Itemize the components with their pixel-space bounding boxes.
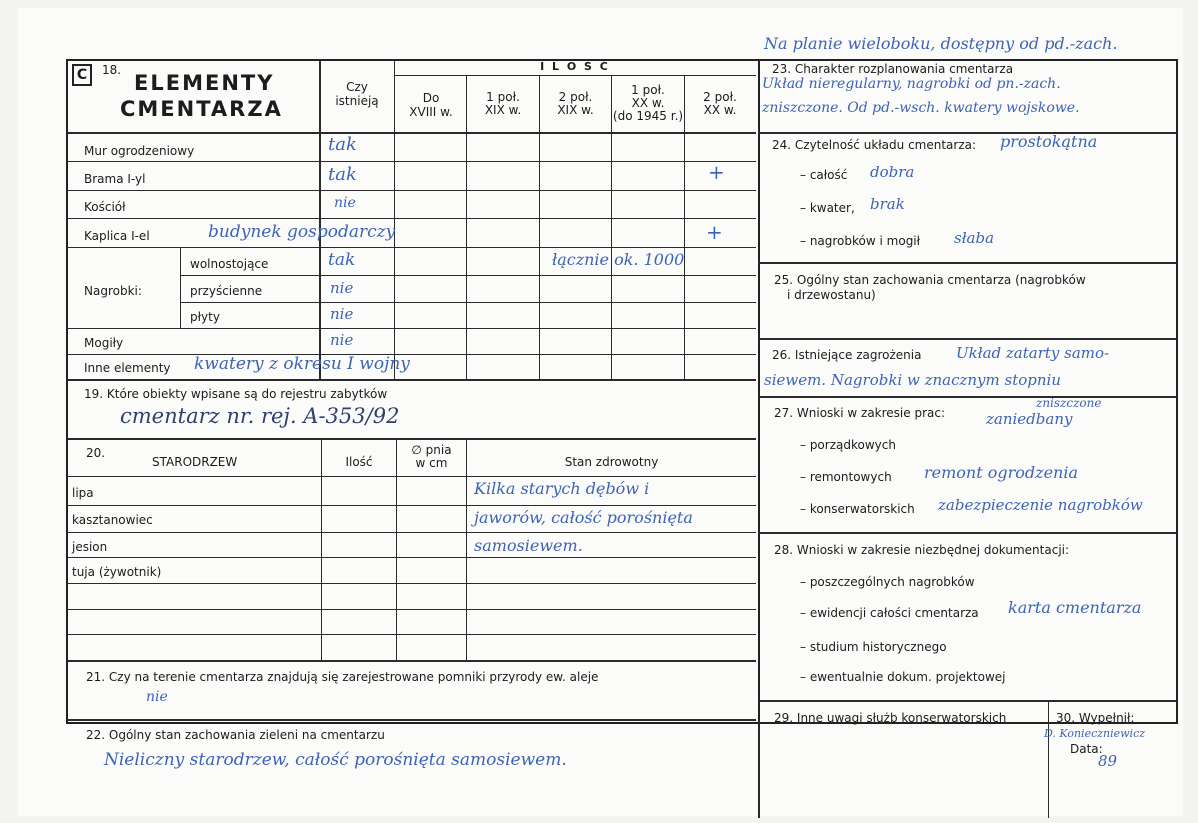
ewent-label: – ewentualnie dokum. projektowej [800,670,1006,684]
tree-kasztanowiec: kasztanowiec [72,513,153,527]
konserw-label: – konserwatorskich [800,502,915,516]
stan-line2: jaworów, całość porośnięta [474,508,693,527]
kosciol-value: nie [334,195,356,211]
kaplica-value: budynek gospodarczy [208,222,396,242]
data-value: 89 [1098,752,1118,770]
row-kosciol: Kościół [84,200,126,214]
top-note: Na planie wieloboku, dostępny od pd.-zach. [764,34,1118,53]
q27-line1: zniszczone [1036,396,1102,410]
wolno-value: tak [328,250,356,270]
q26-label: 26. Istniejące zagrożenia [772,348,922,362]
row-nagrobki: Nagrobki: [84,284,142,298]
q28-label: 28. Wnioski w zakresie niezbędnej dokumentacji: [774,543,1070,557]
q27-line2: zaniedbany [986,410,1073,428]
calosc-label: – całość [800,168,848,182]
row-brama: Brama I-yl [84,172,146,186]
section21-label: 21. Czy na terenie cmentarza znajdują się zarejestrowane pomniki przyrody ew. aleje [86,670,599,684]
q23-line2: zniszczone. Od pd.-wsch. kwatery wojskowe. [762,100,1080,116]
section19-label: 19. Które obiekty wpisane są do rejestru zabytków [84,387,388,401]
row-mogily: Mogiły [84,336,124,350]
q21-value: nie [146,689,168,705]
section22-label: 22. Ogólny stan zachowania zieleni na cmentarzu [86,728,385,742]
col-2p-xix: 2 poł. XIX w. [557,90,594,117]
q26-line1: Układ zatarty samo- [956,344,1110,362]
col-2p-xx: 2 poł. XX w. [703,90,737,117]
col-1p-xx: 1 poł. XX w. (do 1945 r.) [612,83,684,123]
section-number: 18. [102,63,122,77]
q30-label: 30. Wypełnił: [1056,711,1135,725]
q26-line2: siewem. Nagrobki w znacznym stopniu [764,371,1061,389]
title-line1: ELEMENTY [134,71,275,95]
nagrobkow-value: słaba [954,229,995,247]
row-wolnostojace: wolnostojące [190,257,269,271]
row-mur: Mur ogrodzeniowy [84,144,195,158]
brama-plus: + [708,160,725,184]
title-line2: CMENTARZA [120,97,283,121]
ewid-value: karta cmentarza [1008,598,1142,617]
q24-label: 24. Czytelność układu cmentarza: [772,138,977,152]
tree-jesion: jesion [72,540,108,554]
kwater-value: brak [870,195,905,213]
starodrzew-title: STARODRZEW [152,455,238,469]
remont-value: remont ogrodzenia [924,463,1078,482]
inne-value: kwatery z okresu I wojny [194,354,410,374]
right-frame [758,59,1178,724]
mogily-value: nie [330,331,354,349]
przys-value: nie [330,279,354,297]
konserw-value: zabezpieczenie nagrobków [938,496,1143,514]
starodrzew-stan: Stan zdrowotny [564,455,659,469]
porz-label: – porządkowych [800,438,896,452]
kaplica-plus: + [706,220,723,244]
studium-label: – studium historycznego [800,640,947,654]
nagrobkow-label: – nagrobków i mogił [800,234,921,248]
starodrzew-pnia: ∅ pnia w cm [411,443,452,470]
calosc-value: dobra [870,163,915,181]
tree-tuja: tuja (żywotnik) [72,565,162,579]
ilosc-header: I L O Ś Ć [540,60,610,73]
razem-value: łącznie ok. 1000 [552,250,685,269]
tree-lipa: lipa [72,486,94,500]
row-kaplica: Kaplica I-el [84,229,150,243]
plyty-value: nie [330,305,354,323]
section20-number: 20. [86,446,106,460]
kwater-label: – kwater, [800,201,855,215]
brama-value: tak [328,164,357,185]
q27-label: 27. Wnioski w zakresie prac: [774,406,946,420]
ewid-label: – ewidencji całości cmentarza [800,606,979,620]
col-1p-xix: 1 poł. XIX w. [484,90,522,117]
remont-label: – remontowych [800,470,892,484]
section-letter-box: C [72,64,92,86]
rejestr-value: cmentarz nr. rej. A-353/92 [120,404,400,428]
czy-istnieja-header: Czy istnieją [335,80,379,108]
q25-label: 25. Ogólny stan zachowania cmentarza (nagrobków i drzewostanu) [774,273,1086,302]
poszcz-label: – poszczególnych nagrobków [800,575,975,589]
q24-value: prostokątna [1000,132,1098,151]
row-przyscienne: przyścienne [190,284,263,298]
col-xviii: Do XVIII w. [409,91,453,119]
q29-label: 29. Inne uwagi służb konserwatorskich [774,711,1007,725]
mur-value: tak [328,134,357,155]
q22-value: Nieliczny starodrzew, całość porośnięta samosiewem. [104,750,567,770]
stan-line1: Kilka starych dębów i [474,479,650,498]
q23-label: 23. Charakter rozplanowania cmentarza [772,62,1014,76]
row-plyty: płyty [190,310,220,324]
data-label: Data: [1070,742,1103,756]
q23-line1: Układ nieregularny, nagrobki od pn.-zach. [762,76,1061,92]
wypelnil-value: D. Konieczniewicz [1044,727,1146,740]
starodrzew-ilosc: Ilość [345,455,373,469]
row-inne: Inne elementy [84,361,171,375]
stan-line3: samosiewem. [474,536,583,555]
